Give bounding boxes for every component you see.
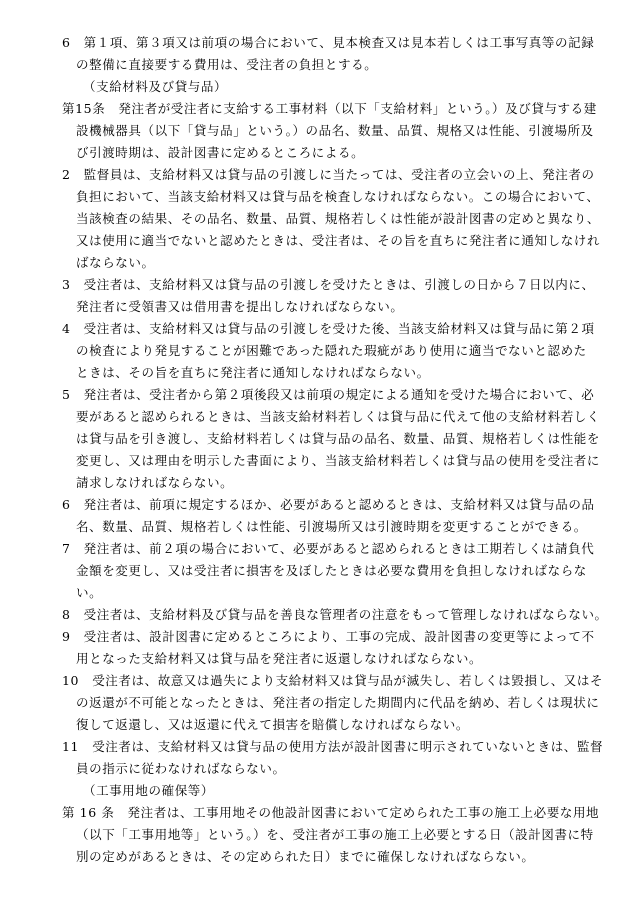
text-line: 用となった支給材料又は貸与品を発注者に返還しなければならない。 (76, 651, 483, 666)
text-line: 復して返還し、又は返還に代えて損害を賠償しなければならない。 (76, 717, 470, 732)
text-line: 4 受注者は、支給材料又は貸与品の引渡しを受けた後、当該支給材料又は貸与品に第２項 (62, 321, 595, 336)
text-line: 当該検査の結果、その品名、数量、品質、規格若しくは性能が設計図書の定めと異なり、 (76, 211, 601, 226)
text-line: 発注者に受領書又は借用書を提出しなければならない。 (76, 299, 404, 314)
text-line: 6 発注者は、前項に規定するほか、必要があると認めるときは、支給材料又は貸与品の品 (62, 497, 595, 512)
text-line: は貸与品を引き渡し、支給材料若しくは貸与品の品名、数量、品質、規格若しくは性能を (76, 431, 601, 446)
text-line: 金額を変更し、又は受注者に損害を及ぼしたときは必要な費用を負担しなければならな (76, 563, 587, 578)
article-heading-line: 第 16 条 発注者は、工事用地その他設計図書において定められた工事の施工上必要な用地 (62, 805, 600, 820)
text-line: 員の指示に従わなければならない。 (76, 761, 286, 776)
text-line: ときは、その旨を直ちに発注者に通知しなければならない。 (76, 365, 430, 380)
text-line: の返還が不可能となったときは、発注者の指定した期間内に代品を納め、若しくは現状に (76, 695, 600, 710)
text-line: ばならない。 (76, 255, 155, 270)
text-line: 又は使用に適当でないと認めたときは、受注者は、その旨を直ちに発注者に通知しなけれ (76, 233, 601, 248)
text-line: の検査により発見することが困難であった隠れた瑕疵があり使用に適当でないと認めた (76, 343, 587, 358)
article-heading-line: 第15条 発注者が受注者に支給する工事材料（以下「支給材料」という。）及び貸与する建 (62, 101, 597, 116)
text-line: 9 受注者は、設計図書に定めるところにより、工事の完成、設計図書の変更等によって不 (62, 629, 595, 644)
text-line: 6 第１項、第３項又は前項の場合において、見本検査又は見本若しくは工事写真等の記録 (62, 35, 595, 50)
text-line: （以下「工事用地等」という。）を、受注者が工事の施工上必要とする日（設計図書に特 (76, 827, 594, 842)
text-line: 別の定めがあるときは、その定められた日）までに確保しなければならない。 (76, 849, 535, 864)
text-line: 設機械器具（以下「貸与品」という。）の品名、数量、品質、規格又は性能、引渡場所及 (76, 123, 594, 138)
text-line: 11 受注者は、支給材料又は貸与品の使用方法が設計図書に明示されていないときは、監督 (62, 739, 604, 754)
section-heading: （支給材料及び貸与品） (83, 79, 228, 94)
text-line: 5 発注者は、受注者から第２項後段又は前項の規定による通知を受けた場合において、必 (62, 387, 595, 402)
text-line: の整備に直接要する費用は、受注者の負担とする。 (76, 57, 378, 72)
text-line: 10 受注者は、故意又は過失により支給材料又は貸与品が滅失し、若しくは毀損し、又はそ (62, 673, 604, 688)
text-line: 請求しなければならない。 (76, 475, 234, 490)
text-line: 名、数量、品質、規格若しくは性能、引渡場所又は引渡時期を変更することができる。 (76, 519, 587, 534)
text-line: 8 受注者は、支給材料及び貸与品を善良な管理者の注意をもって管理しなければならない。 (62, 607, 608, 622)
text-line: 3 受注者は、支給材料又は貸与品の引渡しを受けたときは、引渡しの日から７日以内に、 (62, 277, 595, 292)
text-line: 2 監督員は、支給材料又は貸与品の引渡しに当たっては、受注者の立会いの上、発注者の (62, 167, 595, 182)
section-heading: （工事用地の確保等） (83, 783, 215, 798)
text-line: び引渡時期は、設計図書に定めるところによる。 (76, 145, 365, 160)
text-line: 変更し、又は理由を明示した書面により、当該支給材料若しくは貸与品の使用を受注者に (76, 453, 601, 468)
text-line: 要があると認められるときは、当該支給材料若しくは貸与品に代えて他の支給材料若しく (76, 409, 601, 424)
text-line: い。 (76, 585, 103, 600)
text-line: 7 発注者は、前２項の場合において、必要があると認められるときは工期若しくは請負代 (62, 541, 595, 556)
text-line: 負担において、当該支給材料又は貸与品を検査しなければならない。この場合において、 (76, 189, 600, 204)
